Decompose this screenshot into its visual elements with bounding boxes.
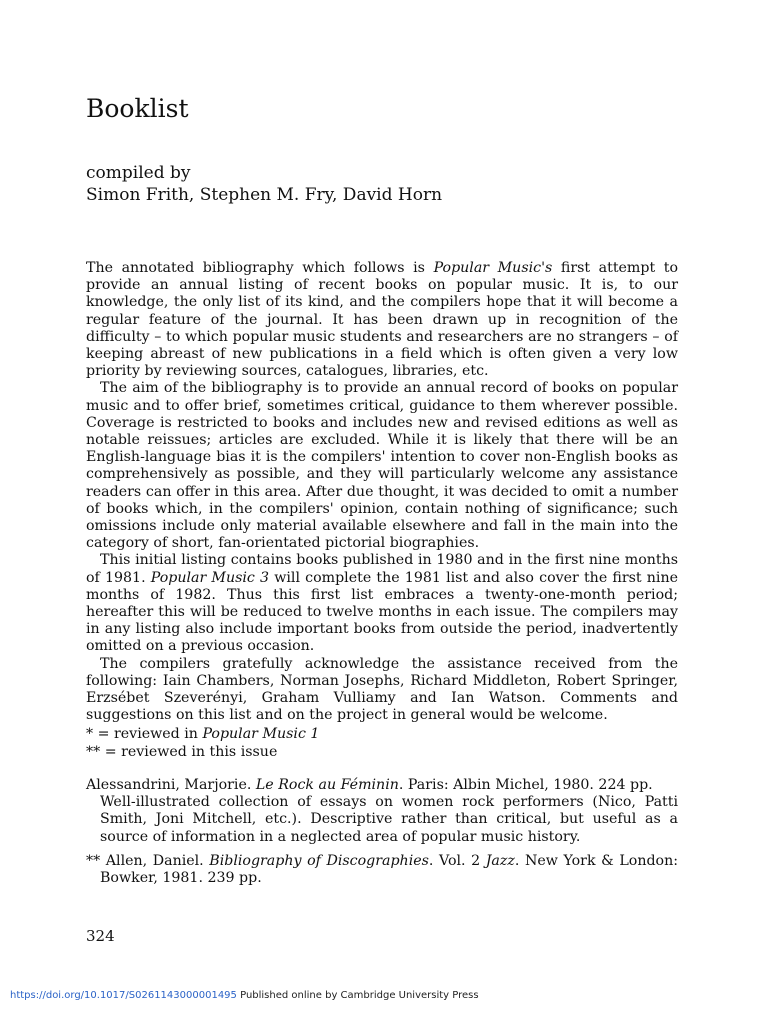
compilers-block: [86, 162, 442, 206]
legend-single-star: * = reviewed in Popular Music 1: [86, 726, 320, 743]
entry-annotation: Well-illustrated collection of essays on women rock performers (Nico, Patti Smith, Joni Mitchell, etc.). Descriptive rather than critical, but useful as a source of information in a neglected area of popular music history.: [100, 794, 678, 845]
booklist-entries: [86, 777, 678, 887]
footer: [10, 990, 479, 1001]
list-item: ** Allen, Daniel. Bibliography of Discographies. Vol. 2 Jazz. New York & London: Bowker, 1981. 239 pp.: [86, 852, 678, 886]
intro-paragraph-1: The annotated bibliography which follows is Popular Music's first attempt to provide an annual listing of recent books on popular music. It is, to our knowledge, the only list of its kind, and the compilers hope that it will become a regular feature of the journal. It has been drawn up in recognition of the difficulty – to which popular music students and researchers are no strangers – of keeping abreast of new publications in a field which is often given a very low priority by reviewing sources, catalogues, libraries, etc.: [86, 260, 678, 380]
intro-paragraph-4: The compilers gratefully acknowledge the assistance received from the following: Iain Chambers, Norman Josephs, Richard Middleton, Robert Springer, Erzsébet Szeverényi, Graham Vulliamy and Ian Watson. Comments and suggestions on this list and on the project in general would be welcome.: [86, 655, 678, 724]
body-text: [86, 260, 678, 894]
page-number: 324: [86, 927, 115, 945]
compiler-names: Simon Frith, Stephen M. Fry, David Horn: [86, 185, 443, 205]
legend-double-star: ** = reviewed in this issue: [86, 743, 278, 760]
intro-paragraph-2: The aim of the bibliography is to provide an annual record of books on popular music and to offer brief, sometimes critical, guidance to them wherever possible. Coverage is restricted to books and includes new and revised editions as well as notable reissues; articles are excluded. While it is likely that there will be an English-language bias it is the compilers' intention to cover non-English books as comprehensively as possible, and they will particularly welcome any assistance readers can offer in this area. After due thought, it was decided to omit a number of books which, in the compilers' opinion, contain nothing of significance; such omissions include only material available elsewhere and fall in the main into the category of short, fan-orientated pictorial biographies.: [86, 380, 678, 552]
list-item: Alessandrini, Marjorie. Le Rock au Féminin. Paris: Albin Michel, 1980. 224 pp. Well-illustrated collection of essays on women rock performers (Nico, Patti Smith, Joni Mitchell, etc.). Descriptive rather than critical, but useful as a source of information in a neglected area of popular music history.: [86, 776, 678, 845]
intro-paragraph-3: This initial listing contains books published in 1980 and in the first nine months of 1981. Popular Music 3 will complete the 1981 list and also cover the first nine months of 1982. Thus this first list embraces a twenty-one-month period; hereafter this will be reduced to twelve months in each issue. The compilers may in any listing also include important books from outside the period, inadvertently omitted on a previous occasion.: [86, 552, 678, 655]
compiled-by-label: compiled by: [86, 163, 191, 183]
page-title: Booklist: [86, 94, 189, 123]
footer-text: Published online by Cambridge University Press: [236, 990, 479, 1001]
review-legend: [86, 726, 678, 760]
doi-link[interactable]: https://doi.org/10.1017/S0261143000001495: [10, 990, 237, 1001]
